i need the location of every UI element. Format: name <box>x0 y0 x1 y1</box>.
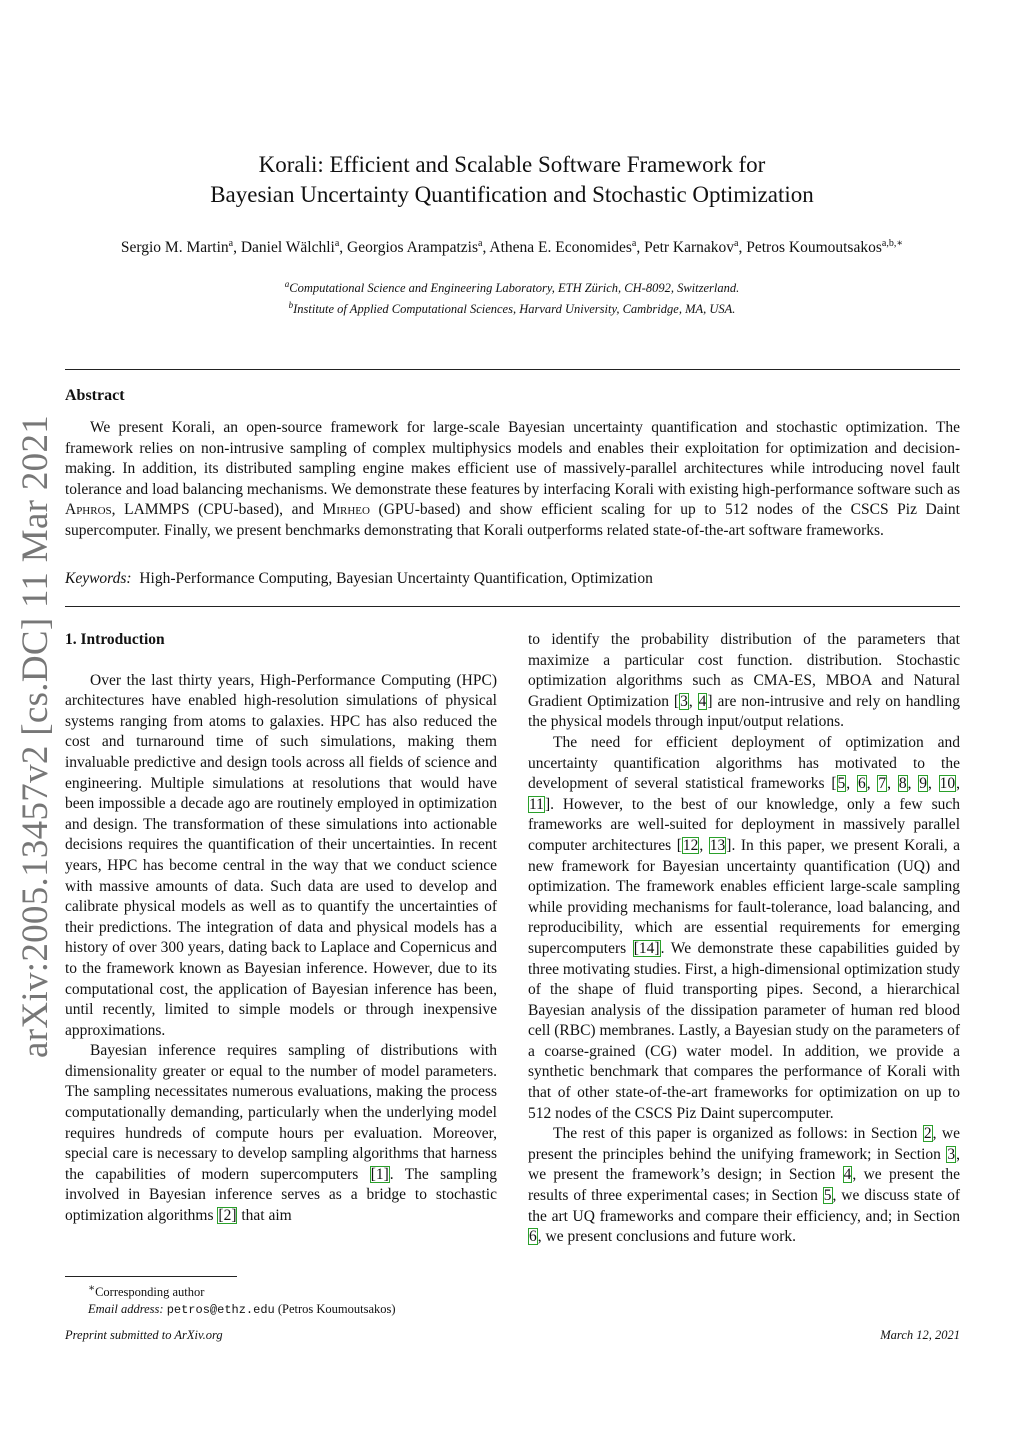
text-part: . The sampling involved in Bayesian inference serves as a bridge to stochastic optimization algorithms <box>65 1165 497 1225</box>
text-part: , we present the results of three experimental cases; in Section <box>528 1166 960 1205</box>
text-part: to identify the probability distribution of the parameters that maximize a particular cost function. distribution. Stochastic optimization algorithms such as CMA-ES, MBOA and Natural Gradient Optimization [ <box>528 631 960 710</box>
abstract-part: (GPU-based) and show efficient scaling for up to 512 nodes of the CSCS Piz Daint supercomputer. Finally, we present benchmarks demonstrating that Korali outperforms related state-of-the-art software frameworks. <box>65 501 960 539</box>
software-name: Aphros <box>65 501 112 519</box>
text-part: ] are non-intrusive and rely on handling the physical models through input/output relations. <box>528 692 960 731</box>
affil-mark: b <box>288 300 294 311</box>
author-affil-mark: a <box>631 238 637 249</box>
abstract-part: We present Korali, an open-source framework for large-scale Bayesian uncertainty quantification and stochastic optimization. The framework relies on non-intrusive sampling of complex multiphysics models and enables their exploitation for optimization and decision-making. In addition, its distributed sampling engine makes efficient use of massively-parallel architectures while introducing novel fault tolerance and load balancing mechanisms. We demonstrate these features by interfacing Korali with existing high-performance software such as <box>65 419 960 498</box>
title-line-2: Bayesian Uncertainty Quantification and Stochastic Optimization <box>210 182 814 207</box>
citation-link[interactable]: 6 <box>857 775 866 793</box>
text-part: ]. However, to the best of our knowledge, only a few such frameworks are well-suited for deployment in massively parallel computer architectures [ <box>528 795 960 854</box>
citation-link[interactable]: 3 <box>680 692 688 710</box>
text-part: , we discuss state of the art UQ frameworks and compare their efficiency, and; in Section <box>528 1187 961 1225</box>
section-link[interactable]: 2 <box>923 1125 932 1143</box>
footnote-corresponding <box>88 1280 396 1301</box>
author-affil-mark: a <box>478 238 483 249</box>
citation-link[interactable]: [2] <box>218 1207 237 1225</box>
email-label: Email address: <box>88 1302 164 1317</box>
section-link[interactable]: 3 <box>947 1145 956 1163</box>
keywords-text: High-Performance Computing, Bayesian Uncertainty Quantification, Optimization <box>139 570 653 587</box>
affil-text: Computational Science and Engineering Laboratory, ETH Zürich, CH-8092, Switzerland. <box>289 281 740 296</box>
footnote-text: Corresponding author <box>95 1285 205 1300</box>
citation-link[interactable]: 4 <box>698 692 707 710</box>
citation-link[interactable]: [14] <box>633 939 660 957</box>
citation-link[interactable]: 7 <box>878 775 887 793</box>
paragraph <box>65 1041 497 1226</box>
left-column <box>65 630 497 1227</box>
text-part: , we present the principles behind the unifying framework; in Section <box>528 1125 960 1163</box>
author: Daniel Wälchli <box>240 239 335 257</box>
affiliation-b <box>100 297 924 318</box>
author: Petros Koumoutsakos <box>746 239 882 257</box>
text-part: ]. In this paper, we present Korali, a new framework for Bayesian uncertainty quantification (UQ) and optimization. The framework enables efficient large-scale sampling while providing mechanisms for fault-tolerance, load balancing, and reproducibility, which are essential requirements for emerging supercomputers <box>528 836 961 957</box>
keywords <box>65 570 960 588</box>
text-part: The rest of this paper is organized as follows: in Section <box>553 1125 923 1143</box>
citation-link[interactable]: 5 <box>837 775 846 793</box>
author: Petr Karnakov <box>644 239 735 257</box>
citation-link[interactable]: [1] <box>370 1165 389 1183</box>
software-name: Mirheo <box>322 501 370 519</box>
author-list: Sergio M. Martin$^a$, Daniel Wälchli$^a$, Georgios Arampatzis$^a$, Athena E. Economides$^a$, Petr Karnakov$^a$, Petros Koumoutsakos$^{a,b,∗}$ <box>120 238 904 257</box>
paper-title <box>100 150 924 210</box>
section-link[interactable]: 6 <box>529 1228 537 1246</box>
paragraph <box>528 1124 960 1248</box>
footnote-mark: ∗ <box>88 1283 96 1294</box>
paragraph: to identify the probability distribution of the parameters that maximize a particular cost function. distribution. Stochastic optimization algorithms such as CMA-ES, MBOA and Natural Gradient Optimization [3, 4] are non-intrusive and rely on handling the physical models through input/output relations. <box>528 631 960 731</box>
affiliations <box>100 276 924 318</box>
author-affil-mark: a <box>228 238 234 249</box>
text-part: The need for efficient deployment of optimization and uncertainty quantification algorithms has motivated to the development of several statistical frameworks [ <box>528 733 960 793</box>
footer-date: March 12, 2021 <box>880 1328 960 1342</box>
author-affil-mark: a <box>334 238 340 249</box>
text-part: , we present conclusions and future work. <box>537 1228 797 1246</box>
abstract-part: , LAMMPS (CPU-based), and <box>111 501 323 519</box>
text-part: . We demonstrate these capabilities guided by three motivating studies. First, a high-dimensional optimization study of the shape of fluid transporting pipes. Second, a hierarchical Bayesian analysis of the dissipation parameter of human red blood cell (RBC) membranes. Lastly, a Bayesian study on the parameters of a coarse-grained (CG) water model. In addition, we provide a synthetic benchmark that compares the performance of Korali with that of other state-of-the-art frameworks for optimization on up to 512 nodes of the CSCS Piz Daint supercomputer. <box>528 939 961 1122</box>
abstract-heading: Abstract <box>65 387 125 404</box>
paragraph: Over the last thirty years, High-Performance Computing (HPC) architectures have enabled high-resolution simulations of physical systems ranging from atoms to galaxies. HPC has also reduced the cost and turnaround time of such simulations, making them invaluable predictive and design tools across all fields of science and engineering. Multiple simulations at resolutions that would have been impossible a decade ago are routinely employed in optimization and design. The transformation of these simulations into actionable decisions requires the quantification of their uncertainties. In recent years, HPC has become central in the way that we conduct science with massive amounts of data. Such data are used to develop and calibrate physical models as well as to quantify the uncertainties of their predictions. The integration of data and physical models has a history of over 300 years, dating back to Laplace and Copernicus and to the framework known as Bayesian inference. However, due to its computational cost, the application of Bayesian inference has been, until recently, limited to simple models or through inexpensive approximations. <box>65 671 497 1039</box>
affiliation-a <box>100 276 924 297</box>
right-column <box>528 630 960 1248</box>
citation-link[interactable]: 12 <box>682 836 699 854</box>
author: Sergio M. Martin <box>120 239 229 257</box>
keywords-label: Keywords: <box>65 570 132 587</box>
footnote-email <box>88 1301 396 1319</box>
footer-left: Preprint submitted to ArXiv.org <box>65 1328 223 1342</box>
text-part: Bayesian inference requires sampling of distributions with dimensionality greater or equal to the number of model parameters. The sampling necessitates numerous evaluations, making the process computationally demanding, particularly when the underlying model requires hundreds of compute hours per evaluation. Moreover, special care is necessary to develop sampling algorithms that harness the capabilities of modern supercomputers <box>65 1042 497 1183</box>
title-line-1: Korali: Efficient and Scalable Software Framework for <box>258 152 766 177</box>
arxiv-stamp: arXiv:2005.13457v2 [cs.DC] 11 Mar 2021 <box>15 414 56 1058</box>
paragraph: The need for efficient deployment of optimization and uncertainty quantification algorithms has motivated to the development of several statistical frameworks [5, 6, 7, 8, 9, 10, 11]. However, to the best of our knowledge, only a few such frameworks are well-suited for deployment in massively parallel computer architectures [12, 13]. In this paper, we present Korali, a new framework for Bayesian uncertainty quantification (UQ) and optimization. The framework enables efficient large-scale sampling while providing mechanisms for fault-tolerance, load balancing, and reproducibility, which are essential requirements for emerging supercomputers [14]. We demonstrate these capabilities guided by three motivating studies. First, a high-dimensional optimization study of the shape of fluid transporting pipes. Second, a hierarchical Bayesian analysis of the dissipation parameter of human red blood cell (RBC) membranes. Lastly, a Bayesian study on the parameters of a coarse-grained (CG) water model. In addition, we provide a synthetic benchmark that compares the performance of Korali with that of other state-of-the-art frameworks for optimization on up to 512 nodes of the CSCS Piz Daint supercomputer. <box>528 733 961 1122</box>
affil-text: Institute of Applied Computational Sciences, Harvard University, Cambridge, MA, USA. <box>293 302 736 317</box>
citation-link[interactable]: 13 <box>709 836 726 854</box>
email-owner: (Petros Koumoutsakos) <box>277 1302 396 1317</box>
text-part: that aim <box>237 1207 292 1225</box>
section-link[interactable]: 4 <box>843 1166 852 1184</box>
author: Georgios Arampatzis <box>347 239 479 257</box>
bottom-divider <box>65 606 960 607</box>
citation-link[interactable]: 9 <box>919 775 927 793</box>
citation-link[interactable]: 11 <box>529 795 544 813</box>
author-affil-mark: a <box>734 238 739 249</box>
citation-link[interactable]: 10 <box>939 775 956 793</box>
top-divider <box>65 369 960 370</box>
author-affil-mark: a,b,∗ <box>881 238 904 249</box>
abstract-text <box>65 418 960 542</box>
citation-link[interactable]: 8 <box>898 775 907 793</box>
author: Athena E. Economides <box>489 239 632 257</box>
affil-mark: a <box>284 279 290 289</box>
footnote-divider <box>65 1276 237 1277</box>
text-part: , we present the framework’s design; in Section <box>528 1145 960 1184</box>
footnote <box>88 1280 396 1319</box>
email-address[interactable]: petros@ethz.edu <box>166 1303 275 1318</box>
section-link[interactable]: 5 <box>823 1187 832 1205</box>
section-heading: 1. Introduction <box>65 631 165 648</box>
